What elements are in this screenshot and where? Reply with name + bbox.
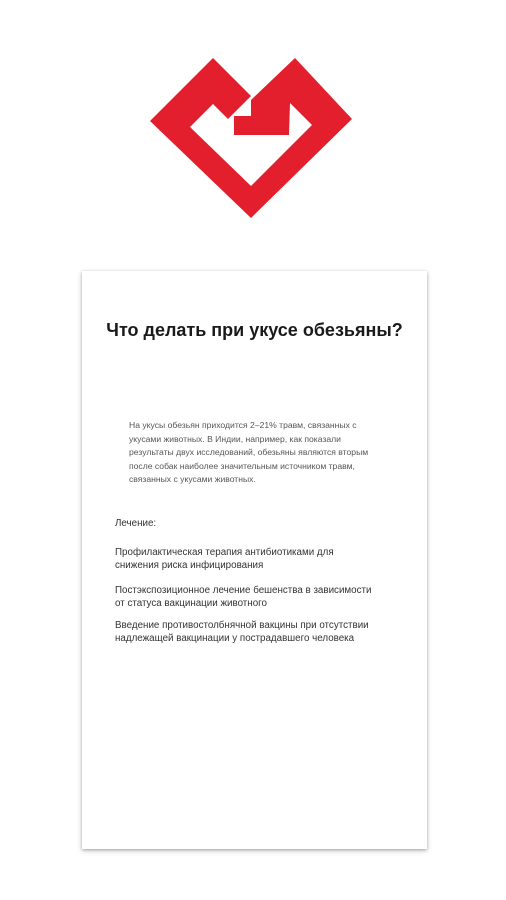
article-title: Что делать при укусе обезьяны? — [106, 320, 403, 340]
treatment-item-tetanus: Введение противостолбнячной вакцины при отсутствии надлежащей вакцинации у пострадавшего человека — [115, 620, 369, 644]
treatment-item-antibiotics: Профилактическая терапия антибиотиками для снижения риска инфицирования — [115, 547, 334, 571]
treatment-item-rabies: Постэкспозиционное лечение бешенства в зависимости от статуса вакцинации животного — [115, 585, 372, 609]
app-logo-icon — [150, 58, 352, 218]
treatment-heading: Лечение: — [115, 518, 157, 529]
article-card — [82, 271, 427, 849]
article-intro: На укусы обезьян приходится 2–21% травм, связанных с укусами животных. В Индии, например, как показали результаты двух исследований, обезьяны являются вторым после собак наиболее значительным источником травм, связанных с укусами животных. — [129, 420, 369, 484]
